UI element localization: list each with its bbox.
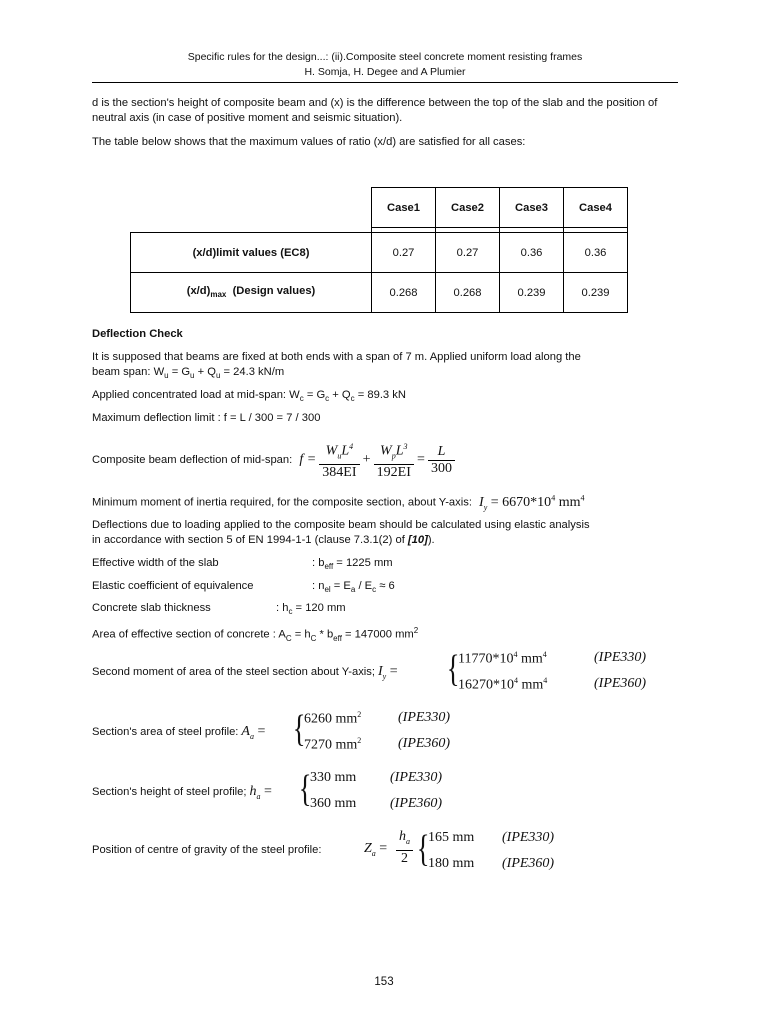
running-header <box>92 50 678 80</box>
equivalence-label: Elastic coefficient of equivalence <box>92 580 254 592</box>
table-cell: 0.239 <box>564 273 628 313</box>
table-row-label: (x/d)limit values (EC8) <box>131 233 372 273</box>
profile-label: (IPE360) <box>398 736 451 751</box>
fraction-limit: $\frac{L}{300}$ <box>428 444 455 477</box>
table-cell: 0.27 <box>372 233 436 273</box>
centroid-ipe330: 165 mm <box>428 830 475 845</box>
centroid-label: Position of centre of gravity of the steel profile: <box>92 844 322 856</box>
steel-height-ipe330: 330 mm <box>310 770 357 785</box>
table-cell: 0.268 <box>372 273 436 313</box>
fraction-uniform: $\frac{W_uL^4}{384EI}$ <box>319 439 359 481</box>
profile-label: (IPE330) <box>398 710 451 725</box>
brace-symbol: { <box>446 648 460 690</box>
table-header-cell: Case2 <box>436 188 500 228</box>
effective-width-label: Effective width of the slab <box>92 557 219 569</box>
brace-symbol: { <box>298 768 312 810</box>
steel-inertia-ipe330: $11770*10^4$ $mm^4$ <box>458 650 547 667</box>
table-cell: 0.36 <box>564 233 628 273</box>
brace-symbol: { <box>416 828 430 870</box>
fraction-half-height: $\frac{h_a}{2}$ <box>396 829 413 867</box>
profile-label: (IPE360) <box>390 796 443 811</box>
steel-height-label: Section's height of steel profile; $h_a$ = <box>92 784 272 801</box>
section-heading: Deflection Check <box>92 328 183 340</box>
concrete-area-line: Area of effective section of concrete : $A_C = h_C * b_{eff} = 147000$ $mm^2$ <box>92 626 419 643</box>
profile-label: (IPE330) <box>502 830 555 845</box>
slab-thickness-label: Concrete slab thickness <box>92 602 211 614</box>
effective-width-value: : $b_{eff} = 1225$ mm <box>312 557 393 572</box>
centroid-ipe360: 180 mm <box>428 856 475 871</box>
profile-label: (IPE330) <box>390 770 443 785</box>
header-authors: H. Somja, H. Degee and A Plumier <box>304 66 466 78</box>
steel-area-ipe360: 7270 $mm^2$ <box>304 736 362 753</box>
steel-area-label: Section's area of steel profile: $A_a$ = <box>92 724 266 741</box>
table-intro: The table below shows that the maximum values of ratio (x/d) are satisfied for all cases: <box>92 136 526 148</box>
formula-f: f = <box>299 452 317 467</box>
equivalence-value: : $n_{el} = E_a / E_c \approx 6$ <box>312 580 395 595</box>
elastic-analysis-line2: in accordance with section 5 of EN 1994-1-1 (clause 7.3.1(2) of [10]). <box>92 534 435 546</box>
table-cell: 0.239 <box>500 273 564 313</box>
fraction-concentrated: $\frac{W_pL^3}{192EI}$ <box>374 439 414 481</box>
min-inertia-value: $I_y = 6670*10^4$ $mm^4$ <box>479 493 585 512</box>
slab-thickness-value: : $h_c = 120$ mm <box>276 602 346 617</box>
deflection-formula-line: Composite beam deflection of mid-span: f = $\frac{W_uL^4}{384EI}$ + $\frac{W_pL^3}{192EI}$ = $\frac{L}{300}$ <box>92 437 455 483</box>
profile-label: (IPE330) <box>594 650 647 665</box>
elastic-analysis-line1: Deflections due to loading applied to the composite beam should be calculated using elastic analysis <box>92 519 590 531</box>
reference-link[interactable]: [10] <box>407 534 428 546</box>
table-row-label: $(x/d)_{max}$ (Design values) <box>131 273 372 313</box>
steel-inertia-ipe360: $16270*10^4$ $mm^4$ <box>458 676 548 693</box>
min-inertia-line: Minimum moment of inertia required, for the composite section, about Y-axis: $I_y = 6670*10^4$ $mm^4$ <box>92 493 585 512</box>
deflection-paragraph-line2: beam span: $W_u = G_u + Q_u = 24.3$ kN/m <box>92 366 285 381</box>
table-cell: 0.36 <box>500 233 564 273</box>
centroid-lhs: $Z_a$ = <box>364 841 388 858</box>
table-header-row <box>131 188 628 228</box>
table-row <box>131 233 628 273</box>
table-cell: 0.268 <box>436 273 500 313</box>
deflection-limit: Maximum deflection limit : f = L / 300 = 7 / 300 <box>92 412 321 424</box>
table-row <box>131 273 628 313</box>
profile-label: (IPE360) <box>594 676 647 691</box>
steel-inertia-label: Second moment of area of the steel section about Y-axis; $I_y$ = <box>92 664 398 681</box>
steel-height-ipe360: 360 mm <box>310 796 357 811</box>
deflection-paragraph-line1: It is supposed that beams are fixed at both ends with a span of 7 m. Applied uniform load along the <box>92 351 581 363</box>
header-title: Specific rules for the design...: (ii).Composite steel concrete moment resisting frames <box>187 51 583 63</box>
profile-label: (IPE360) <box>502 856 555 871</box>
table-header-cell: Case4 <box>564 188 628 228</box>
header-rule <box>92 82 678 83</box>
table-cell: 0.27 <box>436 233 500 273</box>
table-header-cell: Case3 <box>500 188 564 228</box>
brace-symbol: { <box>292 708 306 750</box>
table-header-cell: Case1 <box>372 188 436 228</box>
steel-area-ipe330: 6260 $mm^2$ <box>304 710 362 727</box>
intro-paragraph: d is the section's height of composite beam and (x) is the difference between the top of the slab and the position of neutral axis (in case of positive moment and seismic situation). <box>92 97 658 124</box>
ratio-table <box>130 187 628 313</box>
concentrated-load: Applied concentrated load at mid-span: $W_c = G_c + Q_c = 89.3$ kN <box>92 389 406 404</box>
page-number: 153 <box>374 976 394 988</box>
